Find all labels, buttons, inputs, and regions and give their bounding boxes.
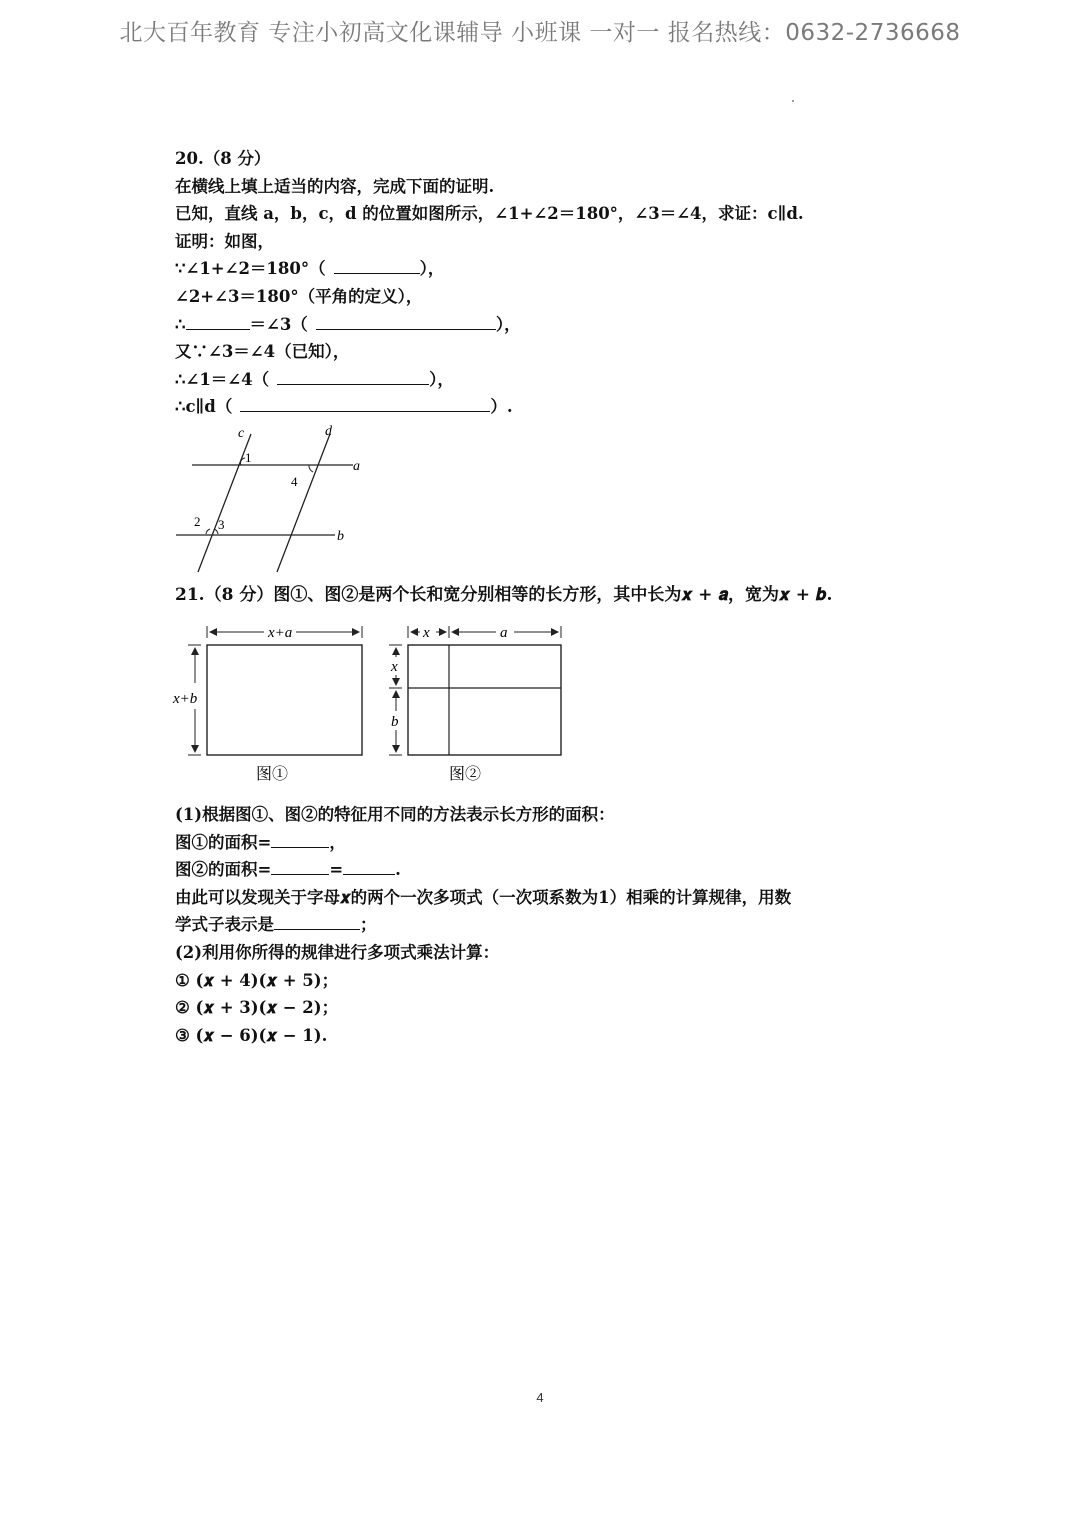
q21-rule-line1: 由此可以发现关于字母𝒙的两个一次多项式（一次项系数为1）相乘的计算规律，用数 — [175, 887, 792, 907]
q21-title: 21.（8 分）图①、图②是两个长和宽分别相等的长方形，其中长为𝒙 + 𝒂，宽为𝒙 + 𝒃. — [175, 585, 833, 605]
blank-step1[interactable] — [334, 255, 420, 274]
line-c — [198, 434, 251, 572]
q20-step2: ∠2+∠3＝180°（平角的定义）， — [175, 286, 423, 306]
blank-area2-first[interactable] — [271, 856, 329, 875]
parallel-lines-diagram — [170, 420, 370, 580]
label-angle2: 2 — [194, 514, 201, 529]
area2-mid: = — [329, 860, 344, 880]
area1-post: ， — [329, 832, 346, 852]
q20-title: 20.（8 分） — [175, 149, 271, 168]
label-a: a — [353, 459, 360, 474]
q21-item3: ③ (𝒙 − 𝟔)(𝒙 − 𝟏). — [175, 1025, 328, 1045]
q20-given: 已知，直线 a，b，c，d 的位置如图所示，∠1+∠2＝180°，∠3＝∠4，求证：c∥d. — [175, 204, 804, 224]
step6-pre: ∴c∥d（ — [175, 397, 233, 417]
blank-area1[interactable] — [271, 829, 329, 848]
q21-area1 — [175, 829, 955, 857]
q20-step1 — [175, 255, 935, 283]
caption-fig2: 图② — [449, 766, 482, 783]
scan-dot — [792, 100, 794, 102]
blank-rule[interactable] — [274, 911, 360, 930]
q21-part2: (2)利用你所得的规律进行多项式乘法计算： — [175, 942, 500, 962]
label-angle3: 3 — [218, 517, 225, 532]
blank-area2-second[interactable] — [343, 856, 395, 875]
area2-post: . — [395, 860, 401, 880]
label-angle1: 1 — [245, 450, 252, 465]
q20-step4: 又∵∠3＝∠4（已知）， — [175, 342, 350, 362]
rect1-left-label: x+b — [173, 691, 198, 707]
step6-post: ）. — [490, 397, 513, 417]
label-c: c — [238, 426, 245, 441]
q21-area2 — [175, 856, 955, 884]
rect2-top-a-label: a — [500, 625, 508, 641]
q20-step6 — [175, 393, 935, 421]
line-d — [277, 434, 330, 572]
step3-mid: ＝∠3（ — [249, 314, 308, 334]
q21-rule-line2 — [175, 911, 955, 939]
step1-post: ）， — [419, 259, 445, 279]
blank-step6[interactable] — [240, 393, 490, 412]
rule-line2-pre: 学式子表示是 — [175, 915, 274, 935]
q21-item1: ① (𝒙 + 𝟒)(𝒙 + 𝟓)； — [175, 970, 339, 990]
q20-step5 — [175, 366, 935, 394]
rect1 — [207, 645, 362, 755]
blank-step3-angle[interactable] — [186, 311, 250, 330]
step1-pre: ∵∠1+∠2＝180°（ — [175, 259, 326, 279]
rectangles-diagram — [168, 617, 568, 787]
label-b: b — [337, 529, 344, 544]
page-number: 4 — [536, 1390, 544, 1405]
angle2-arc — [206, 529, 210, 534]
blank-step3-reason[interactable] — [316, 311, 496, 330]
q20-intro: 在横线上填上适当的内容，完成下面的证明. — [175, 176, 495, 196]
question-21 — [175, 582, 955, 610]
label-angle4: 4 — [291, 474, 298, 489]
question-20 — [175, 145, 935, 421]
rect2-left-x-label: x — [391, 659, 398, 675]
q20-step3 — [175, 311, 935, 339]
step3-post: ）， — [495, 314, 521, 334]
q21-part1: (1)根据图①、图②的特征用不同的方法表示长方形的面积： — [175, 805, 615, 824]
label-d: d — [325, 424, 332, 439]
question-21-parts — [175, 801, 955, 1049]
rule-line2-post: ； — [360, 915, 377, 935]
q20-proof-start: 证明：如图， — [175, 231, 274, 251]
q21-item2: ② (𝒙 + 𝟑)(𝒙 − 𝟐)； — [175, 998, 339, 1018]
step5-pre: ∴∠1＝∠4（ — [175, 369, 270, 389]
area2-pre: 图②的面积= — [175, 860, 272, 880]
blank-step5[interactable] — [277, 366, 429, 385]
caption-fig1: 图① — [256, 766, 289, 783]
rect2-top-x-label: x — [423, 625, 430, 641]
step5-post: ）， — [429, 369, 454, 389]
step3-pre: ∴ — [175, 314, 186, 334]
rect2 — [408, 645, 561, 755]
angle4-arc — [309, 465, 313, 472]
page-header-banner: 北大百年教育 专注小初高文化课辅导 小班课 一对一 报名热线：0632-2736668 — [119, 20, 961, 46]
rect2-left-b-label: b — [391, 714, 399, 730]
area1-pre: 图①的面积= — [175, 832, 272, 852]
q21-figures — [168, 617, 568, 791]
rect1-top-label: x+a — [268, 625, 293, 641]
q20-figure — [170, 420, 370, 584]
